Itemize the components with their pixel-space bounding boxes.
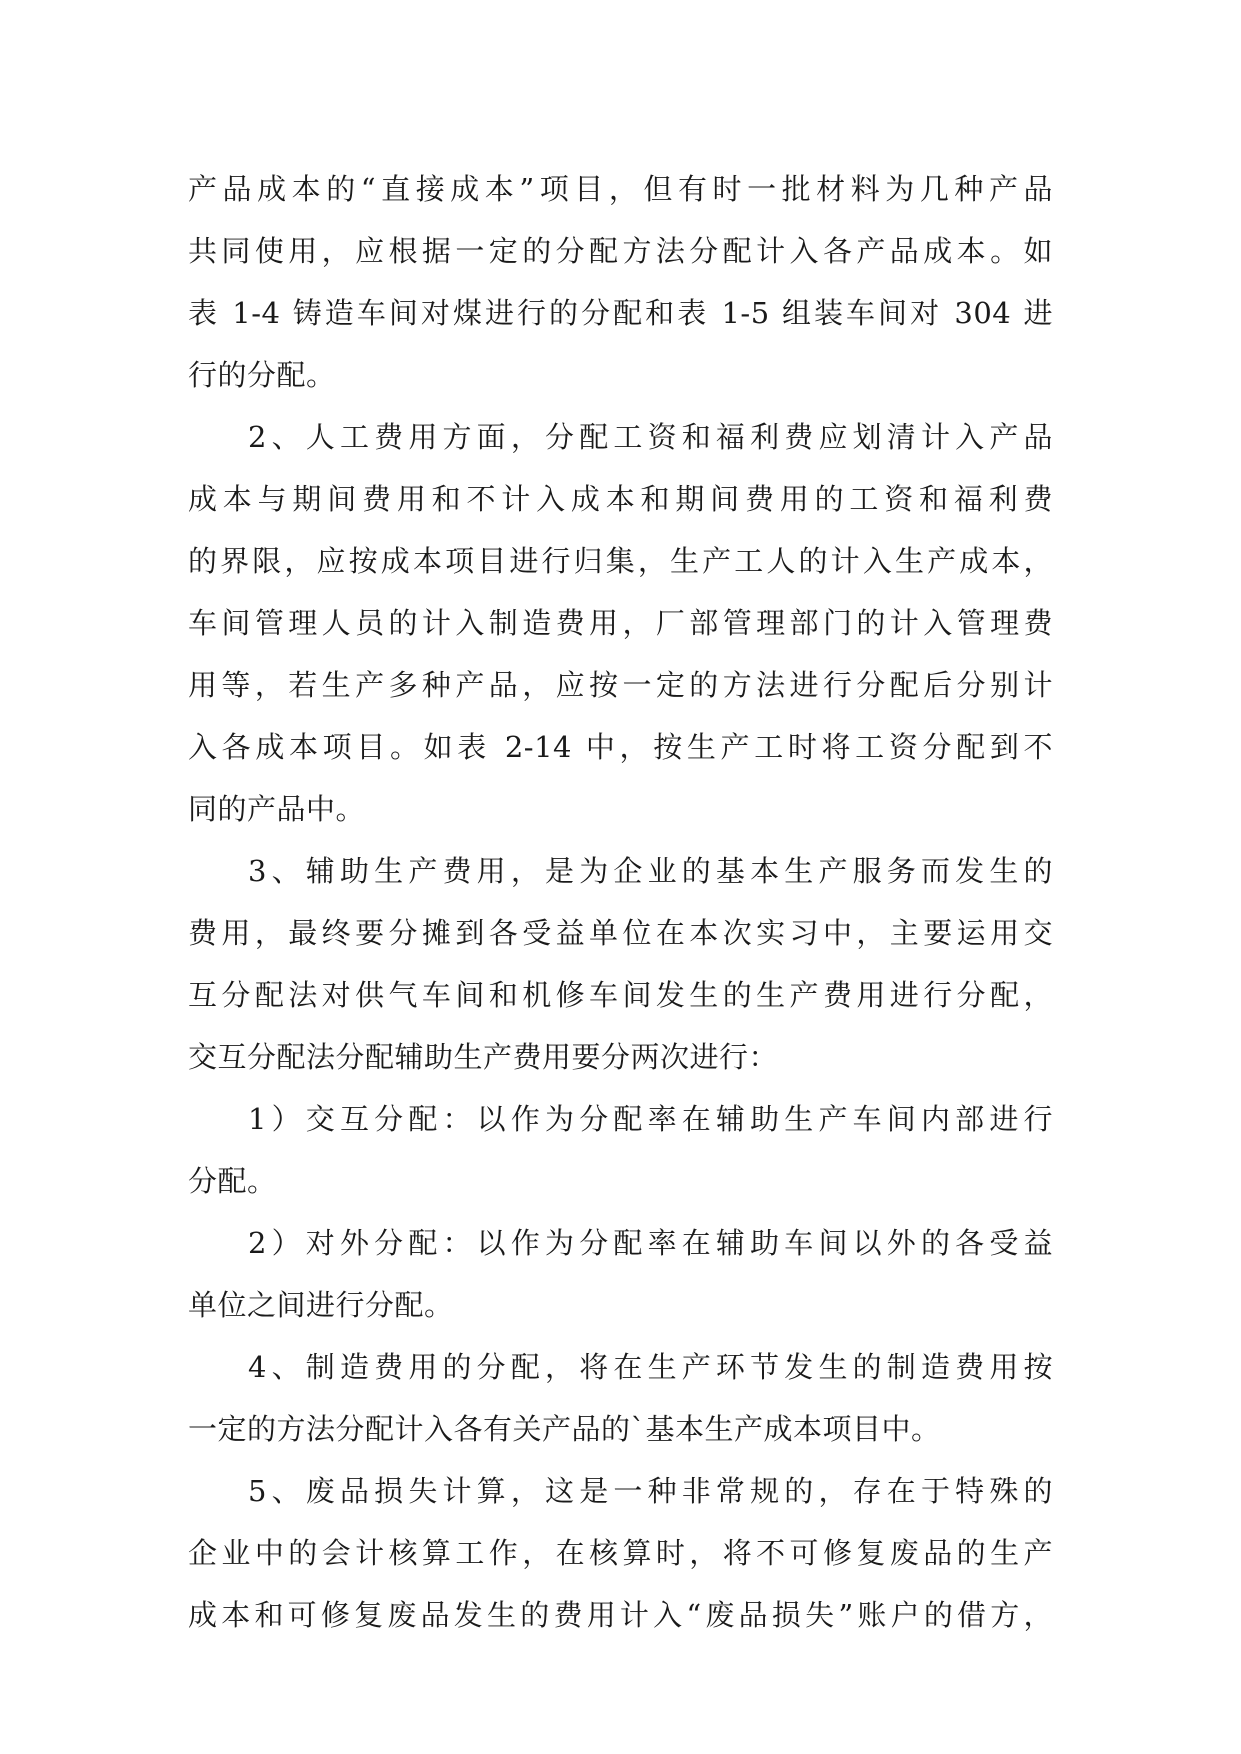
paragraph xyxy=(188,1336,1053,1460)
text-line: 用等，若生产多种产品，应按一定的方法进行分配后分别计 xyxy=(188,668,1053,702)
text-line: 同的产品中。 xyxy=(188,792,366,826)
paragraph xyxy=(188,1460,1053,1646)
text-line: 5、废品损失计算，这是一种非常规的，存在于特殊的 xyxy=(248,1474,1053,1508)
text-line: 成本与期间费用和不计入成本和期间费用的工资和福利费 xyxy=(188,482,1053,516)
text-line: 费用，最终要分摊到各受益单位在本次实习中，主要运用交 xyxy=(188,916,1053,950)
document-body xyxy=(188,158,1053,1646)
paragraph xyxy=(188,158,1053,406)
text-line: 分配。 xyxy=(188,1164,277,1198)
paragraph xyxy=(188,1212,1053,1336)
text-line: 共同使用，应根据一定的分配方法分配计入各产品成本。如 xyxy=(188,234,1053,268)
text-line: 互分配法对供气车间和机修车间发生的生产费用进行分配， xyxy=(188,978,1053,1012)
text-line: 产品成本的“直接成本”项目，但有时一批材料为几种产品 xyxy=(188,172,1053,206)
paragraph xyxy=(188,1088,1053,1212)
text-line: 车间管理人员的计入制造费用，厂部管理部门的计入管理费 xyxy=(188,606,1053,640)
text-line: 成本和可修复废品发生的费用计入“废品损失”账户的借方， xyxy=(188,1598,1053,1632)
text-line: 入各成本项目。如表 2-14 中，按生产工时将工资分配到不 xyxy=(188,730,1053,764)
text-line: 单位之间进行分配。 xyxy=(188,1288,454,1322)
text-line: 行的分配。 xyxy=(188,358,336,392)
text-line: 2、人工费用方面，分配工资和福利费应划清计入产品 xyxy=(248,420,1053,454)
text-line: 1）交互分配：以作为分配率在辅助生产车间内部进行 xyxy=(248,1102,1053,1136)
text-line: 4、制造费用的分配，将在生产环节发生的制造费用按 xyxy=(248,1350,1053,1384)
text-line: 企业中的会计核算工作，在核算时，将不可修复废品的生产 xyxy=(188,1536,1053,1570)
paragraph xyxy=(188,406,1053,840)
paragraph xyxy=(188,840,1053,1088)
text-line: 表 1-4 铸造车间对煤进行的分配和表 1-5 组装车间对 304 进 xyxy=(188,296,1053,330)
text-line: 一定的方法分配计入各有关产品的`基本生产成本项目中。 xyxy=(188,1412,941,1446)
text-line: 2）对外分配：以作为分配率在辅助车间以外的各受益 xyxy=(248,1226,1053,1260)
text-line: 的界限，应按成本项目进行归集，生产工人的计入生产成本， xyxy=(188,544,1053,578)
text-line: 3、辅助生产费用，是为企业的基本生产服务而发生的 xyxy=(248,854,1053,888)
text-line: 交互分配法分配辅助生产费用要分两次进行： xyxy=(188,1040,779,1074)
